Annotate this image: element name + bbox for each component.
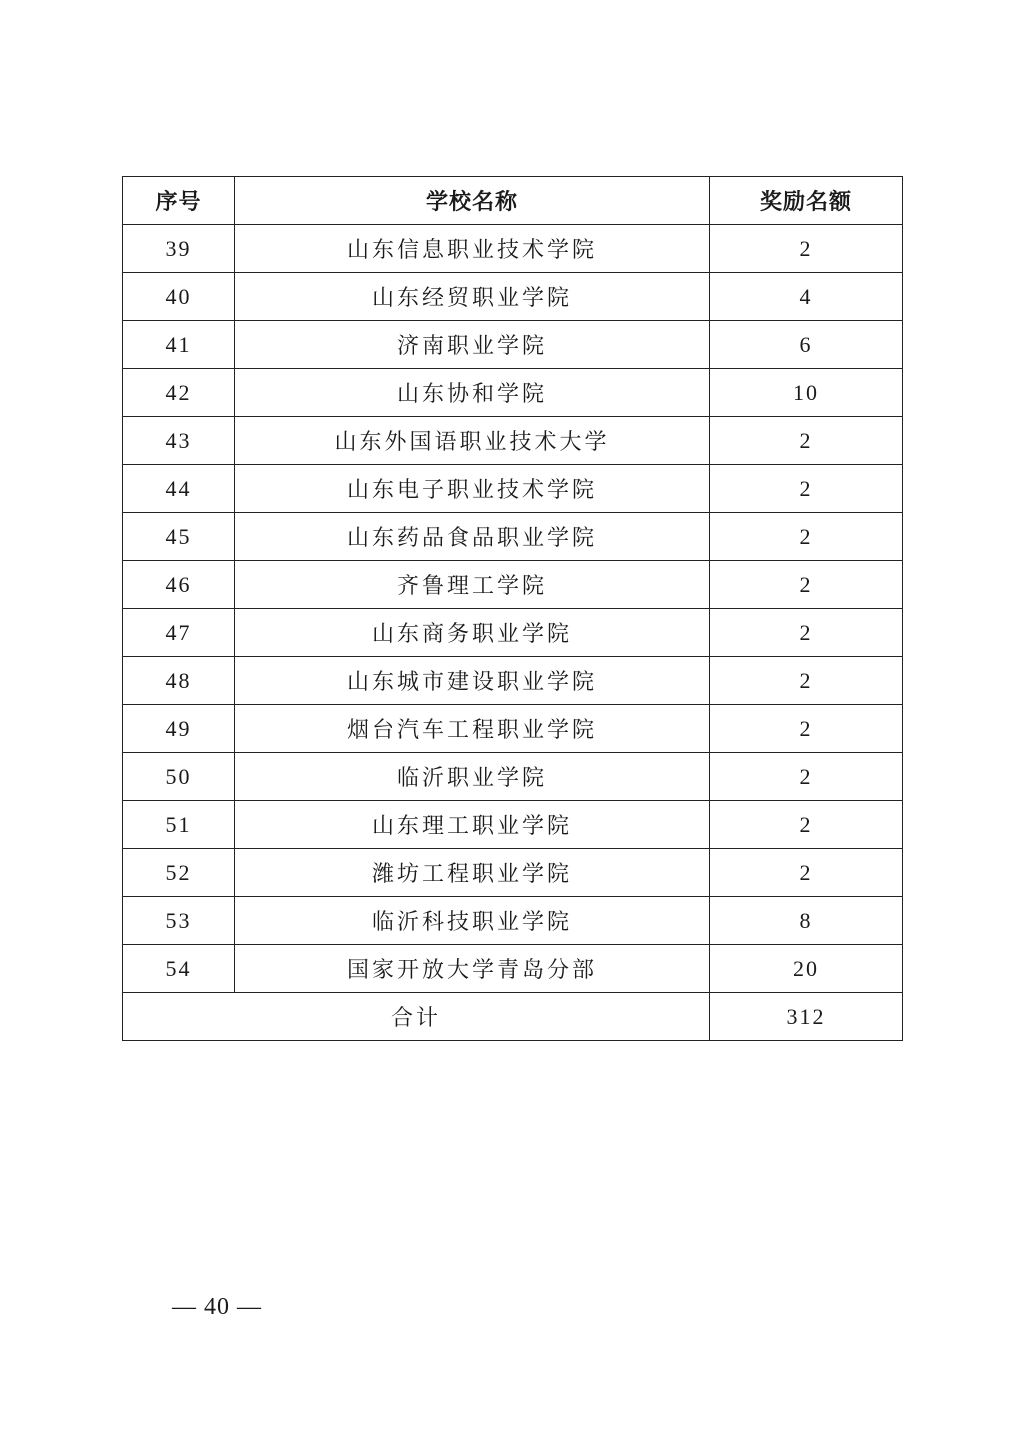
table-row (123, 705, 903, 753)
cell-award-quota: 2 (710, 849, 903, 897)
table-row (123, 273, 903, 321)
header-school-name: 学校名称 (235, 177, 710, 225)
cell-school-name: 山东理工职业学院 (235, 801, 710, 849)
table-row (123, 561, 903, 609)
cell-serial-number: 52 (123, 849, 235, 897)
header-serial-number: 序号 (123, 177, 235, 225)
total-value: 312 (710, 993, 903, 1041)
table-row (123, 849, 903, 897)
cell-school-name: 山东经贸职业学院 (235, 273, 710, 321)
cell-award-quota: 10 (710, 369, 903, 417)
cell-serial-number: 48 (123, 657, 235, 705)
cell-award-quota: 2 (710, 753, 903, 801)
cell-award-quota: 20 (710, 945, 903, 993)
cell-serial-number: 44 (123, 465, 235, 513)
total-label: 合计 (123, 993, 710, 1041)
table-row (123, 513, 903, 561)
table-row (123, 753, 903, 801)
cell-award-quota: 2 (710, 465, 903, 513)
cell-school-name: 潍坊工程职业学院 (235, 849, 710, 897)
cell-school-name: 山东电子职业技术学院 (235, 465, 710, 513)
table-row (123, 657, 903, 705)
cell-award-quota: 6 (710, 321, 903, 369)
cell-serial-number: 51 (123, 801, 235, 849)
table-body (123, 225, 903, 1041)
cell-serial-number: 45 (123, 513, 235, 561)
cell-award-quota: 2 (710, 513, 903, 561)
award-quota-table (122, 176, 903, 1041)
table-row (123, 417, 903, 465)
table-row (123, 897, 903, 945)
cell-serial-number: 50 (123, 753, 235, 801)
cell-school-name: 济南职业学院 (235, 321, 710, 369)
cell-award-quota: 2 (710, 417, 903, 465)
cell-serial-number: 53 (123, 897, 235, 945)
cell-serial-number: 40 (123, 273, 235, 321)
cell-award-quota: 2 (710, 225, 903, 273)
cell-school-name: 山东城市建设职业学院 (235, 657, 710, 705)
cell-serial-number: 41 (123, 321, 235, 369)
cell-serial-number: 42 (123, 369, 235, 417)
cell-award-quota: 2 (710, 657, 903, 705)
cell-school-name: 山东协和学院 (235, 369, 710, 417)
table-header-row (123, 177, 903, 225)
cell-school-name: 山东信息职业技术学院 (235, 225, 710, 273)
table-row (123, 321, 903, 369)
table-row (123, 465, 903, 513)
cell-school-name: 临沂职业学院 (235, 753, 710, 801)
table-row (123, 609, 903, 657)
cell-school-name: 山东商务职业学院 (235, 609, 710, 657)
cell-award-quota: 8 (710, 897, 903, 945)
cell-serial-number: 46 (123, 561, 235, 609)
table-row (123, 225, 903, 273)
table-row (123, 945, 903, 993)
cell-school-name: 临沂科技职业学院 (235, 897, 710, 945)
cell-school-name: 山东外国语职业技术大学 (235, 417, 710, 465)
cell-serial-number: 49 (123, 705, 235, 753)
header-award-quota: 奖励名额 (710, 177, 903, 225)
page-number: — 40 — (172, 1294, 262, 1320)
cell-school-name: 国家开放大学青岛分部 (235, 945, 710, 993)
cell-serial-number: 54 (123, 945, 235, 993)
cell-award-quota: 4 (710, 273, 903, 321)
total-row (123, 993, 903, 1041)
cell-serial-number: 43 (123, 417, 235, 465)
table-row (123, 801, 903, 849)
cell-serial-number: 39 (123, 225, 235, 273)
cell-school-name: 烟台汽车工程职业学院 (235, 705, 710, 753)
cell-serial-number: 47 (123, 609, 235, 657)
cell-award-quota: 2 (710, 609, 903, 657)
cell-award-quota: 2 (710, 705, 903, 753)
cell-award-quota: 2 (710, 801, 903, 849)
cell-award-quota: 2 (710, 561, 903, 609)
table-row (123, 369, 903, 417)
cell-school-name: 山东药品食品职业学院 (235, 513, 710, 561)
cell-school-name: 齐鲁理工学院 (235, 561, 710, 609)
